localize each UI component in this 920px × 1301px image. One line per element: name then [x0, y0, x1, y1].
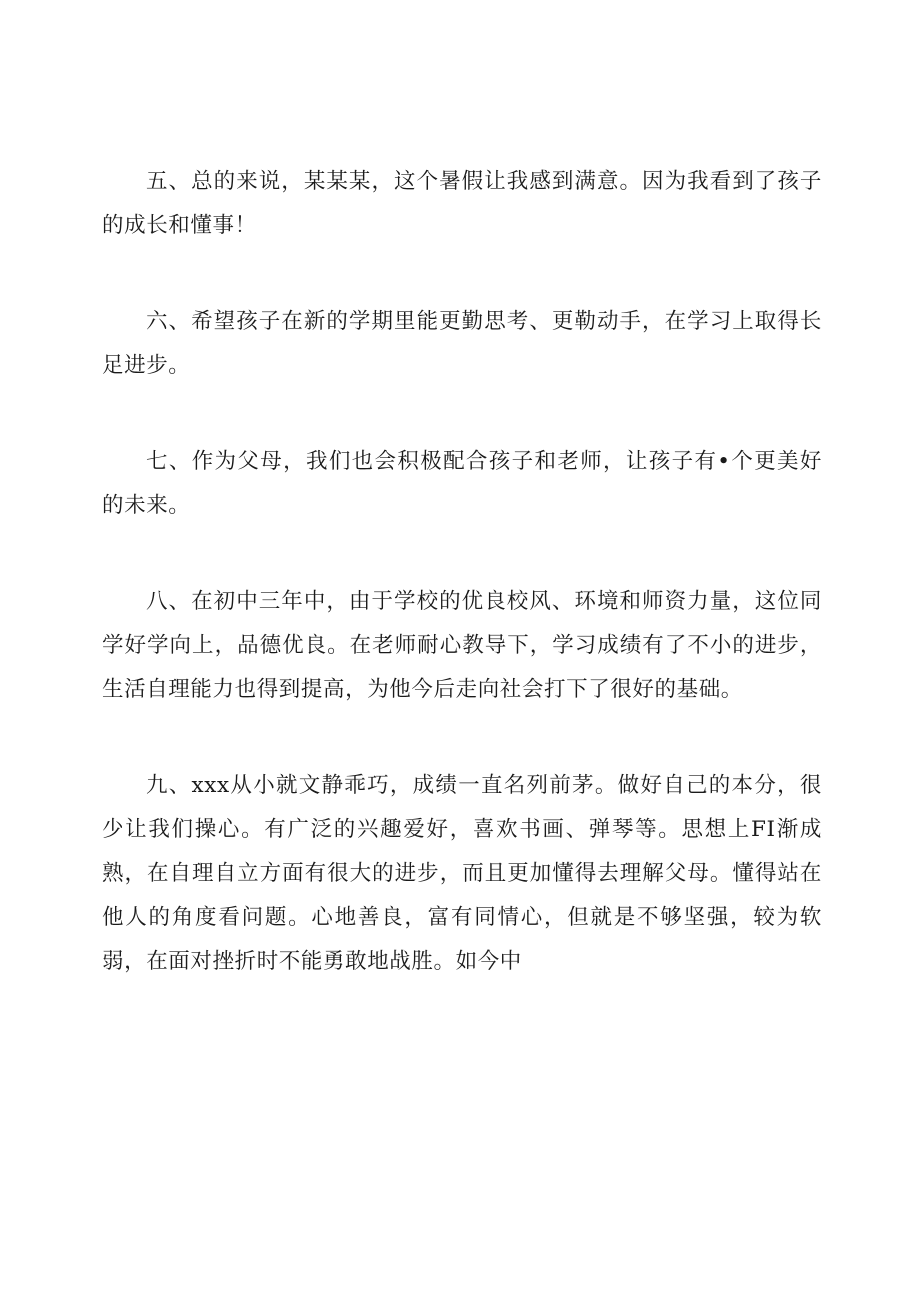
- paragraph-nine: 九、xxx从小就文静乖巧，成绩一直名列前茅。做好自己的本分，很少让我们操心。有广泛的兴趣爱好，喜欢书画、弹琴等。思想上FI渐成熟，在自理自立方面有很大的进步，而且更加懂得去理解父母。懂得站在他人的角度看问题。心地善良，富有同情心，但就是不够坚强，较为软弱，在面对挫折时不能勇敢地战胜。如今中: [102, 773, 822, 974]
- paragraph-eight: 八、在初中三年中，由于学校的优良校风、环境和师资力量，这位同学好学向上，品德优良。在老师耐心教导下，学习成绩有了不小的进步，生活自理能力也得到提高，为他今后走向社会打下了很好的基础。: [102, 589, 822, 702]
- paragraph-five: 五、总的来说，某某某，这个暑假让我感到满意。因为我看到了孩子的成长和懂事！: [102, 169, 822, 238]
- paragraph-seven: 七、作为父母，我们也会积极配合孩子和老师，让孩子有•个更美好的未来。: [102, 449, 822, 518]
- document-body: [102, 160, 822, 1036]
- paragraph-six: 六、希望孩子在新的学期里能更勤思考、更勒动手，在学习上取得长足进步。: [102, 309, 822, 378]
